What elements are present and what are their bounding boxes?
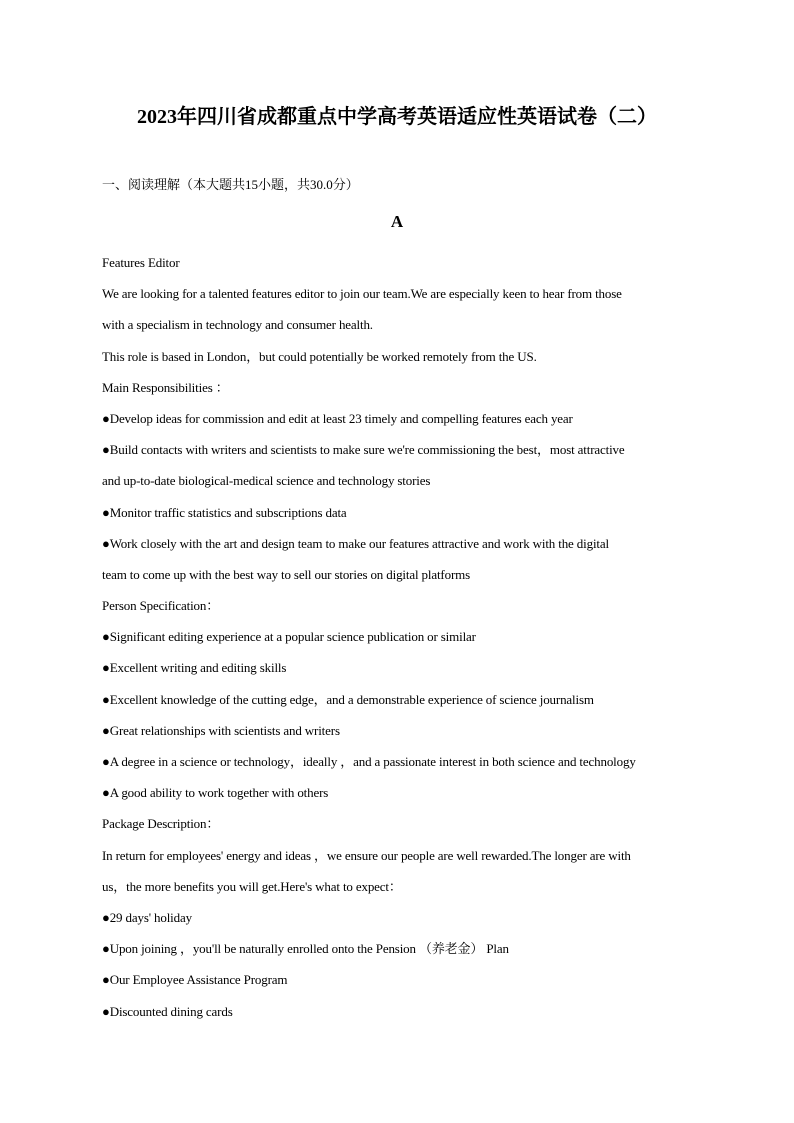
passage-body [102,247,702,1027]
bullet-item: ●Excellent writing and editing skills [102,660,287,676]
text-line: We are looking for a talented features editor to join our team.We are especially keen to hear from those [102,286,622,302]
bullet-item: ●Build contacts with writers and scientists to make sure we're commissioning the best，most attractive [102,442,625,458]
specification-heading: Person Specification： [102,598,220,614]
bullet-item: ●Significant editing experience at a popular science publication or similar [102,629,476,645]
package-heading: Package Description： [102,816,220,832]
section-heading: 一、阅读理解（本大题共15小题，共30.0分） [102,177,359,192]
bullet-item: ●29 days' holiday [102,909,192,925]
bullet-item: ●Develop ideas for commission and edit at least 23 timely and compelling features each year [102,410,573,426]
bullet-item: ●Great relationships with scientists and writers [102,722,340,738]
job-title-line: Features Editor [102,255,180,270]
text-line: This role is based in London，but could potentially be worked remotely from the US. [102,348,537,364]
text-line: In return for employees' energy and ideas ，we ensure our people are well rewarded.The longer are with [102,847,631,863]
bullet-item: ●A degree in a science or technology，ideally ，and a passionate interest in both science and technology [102,754,636,769]
responsibilities-heading: Main Responsibilities ： [102,379,229,395]
text-line: and up-to-date biological-medical science and technology stories [102,473,431,489]
bullet-item: ●Upon joining ，you'll be naturally enrolled onto the Pension （养老金） Plan [102,941,509,957]
bullet-item: ●Work closely with the art and design team to make our features attractive and work with the digital [102,535,609,551]
text-line: team to come up with the best way to sell our stories on digital platforms [102,566,470,582]
passage-label: A [390,212,404,231]
text-line: us，the more benefits you will get.Here's what to expect： [102,878,402,894]
bullet-item: ●Excellent knowledge of the cutting edge，and a demonstrable experience of science journalism [102,691,594,707]
text-line: with a specialism in technology and consumer health. [102,317,373,333]
exam-title: 2023年四川省成都重点中学高考英语适应性英语试卷（二） [137,106,657,128]
bullet-item: ●Our Employee Assistance Program [102,972,288,988]
bullet-item: ●Discounted dining cards [102,1003,233,1019]
bullet-item: ●A good ability to work together with others [102,785,329,801]
bullet-item: ●Monitor traffic statistics and subscriptions data [102,504,347,520]
